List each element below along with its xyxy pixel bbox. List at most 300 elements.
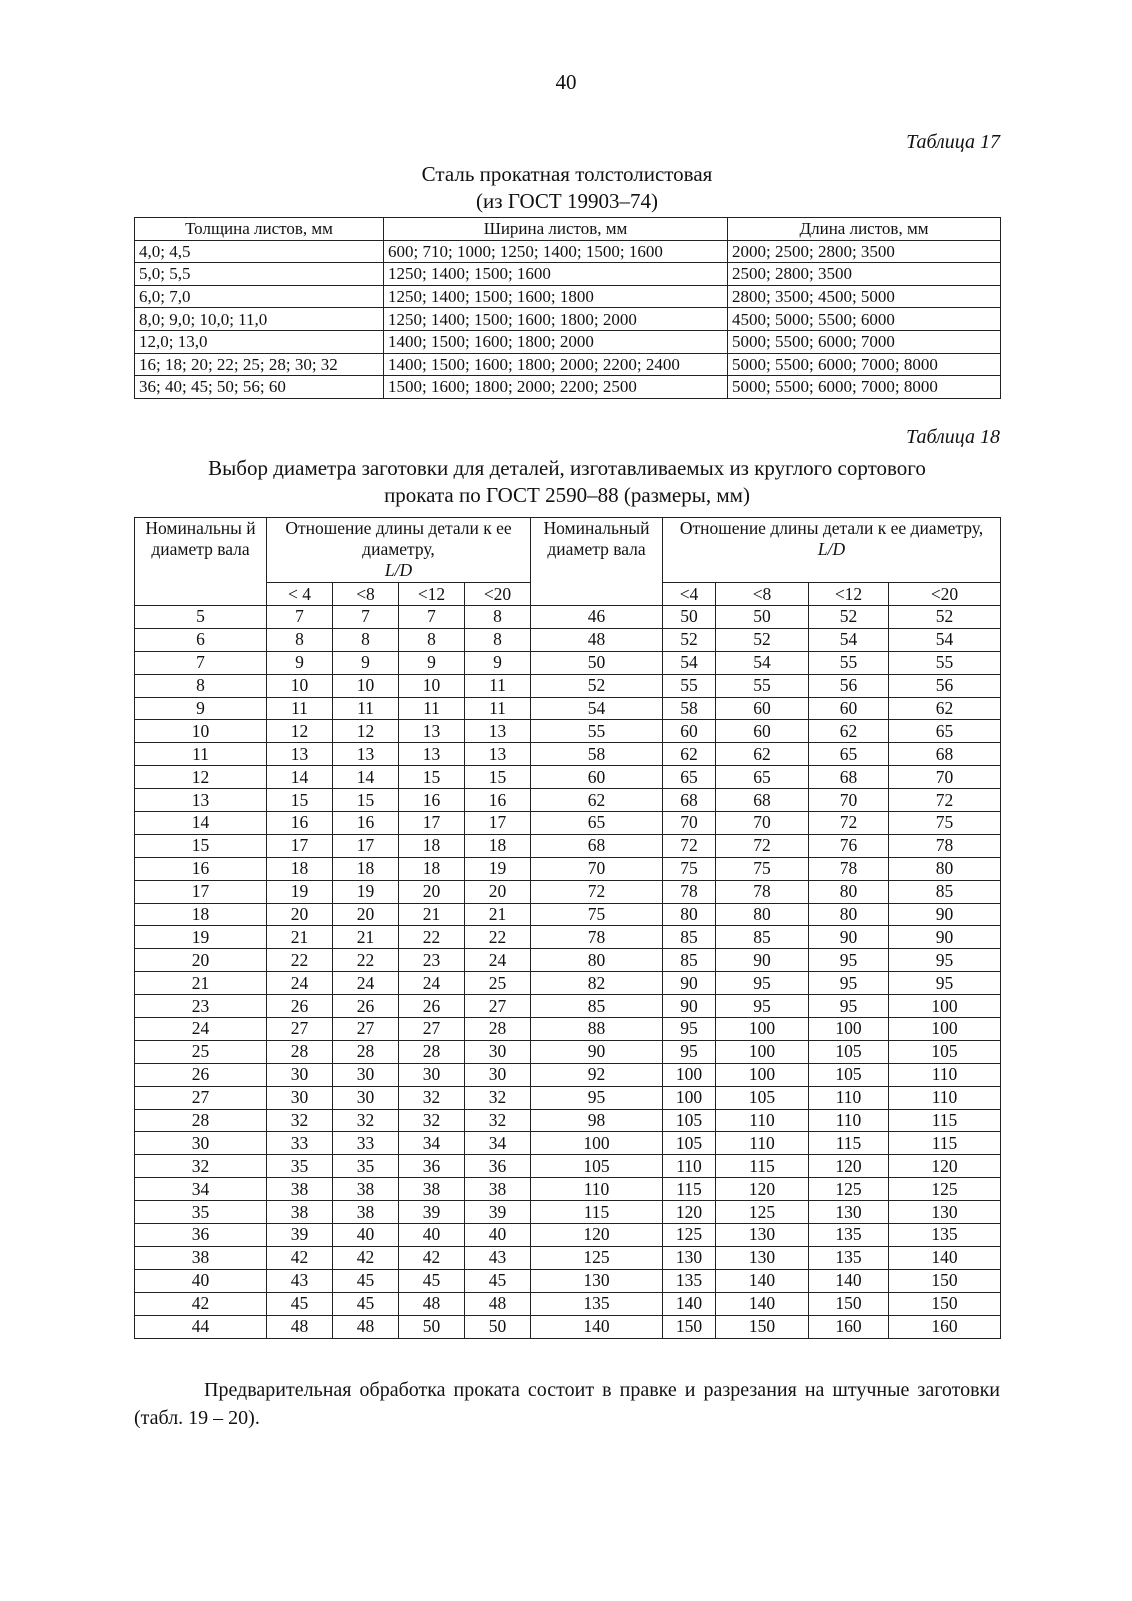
- table-cell: 48: [465, 1292, 531, 1315]
- table-cell: 90: [531, 1040, 663, 1063]
- table-cell: 35: [135, 1201, 267, 1224]
- header-ratio-left: [267, 518, 531, 583]
- table-row: [135, 1063, 1001, 1086]
- table-cell: 125: [663, 1224, 716, 1247]
- table-cell: 38: [135, 1246, 267, 1269]
- table-cell: 80: [716, 903, 809, 926]
- table-cell: 20: [135, 949, 267, 972]
- table-cell: 55: [531, 720, 663, 743]
- table-cell: 30: [465, 1063, 531, 1086]
- table-cell: 125: [889, 1178, 1001, 1201]
- table-cell: 30: [267, 1086, 333, 1109]
- table-cell: 72: [889, 789, 1001, 812]
- table-cell: 18: [333, 857, 399, 880]
- table-cell: 23: [399, 949, 465, 972]
- table-cell: 19: [465, 857, 531, 880]
- table-cell: 24: [399, 972, 465, 995]
- table-cell: 4500; 5000; 5500; 6000: [728, 308, 1001, 331]
- table-cell: 30: [267, 1063, 333, 1086]
- table-cell: 125: [716, 1201, 809, 1224]
- table-cell: 52: [531, 674, 663, 697]
- table-row: [135, 1292, 1001, 1315]
- table-cell: 100: [889, 995, 1001, 1018]
- table-cell: 42: [399, 1246, 465, 1269]
- table-cell: 39: [399, 1201, 465, 1224]
- table-cell: 60: [663, 720, 716, 743]
- table-cell: 135: [663, 1269, 716, 1292]
- table-cell: 24: [135, 1018, 267, 1041]
- table-cell: 2000; 2500; 2800; 3500: [728, 240, 1001, 263]
- table-cell: 17: [399, 812, 465, 835]
- table-cell: 45: [465, 1269, 531, 1292]
- page-number: 40: [555, 70, 577, 94]
- table-cell: 115: [889, 1109, 1001, 1132]
- table-cell: 15: [267, 789, 333, 812]
- table-row: [135, 1155, 1001, 1178]
- table-cell: 52: [663, 628, 716, 651]
- table-cell: 120: [716, 1178, 809, 1201]
- table-cell: 5: [135, 606, 267, 629]
- table-cell: 38: [399, 1178, 465, 1201]
- table-cell: 15: [465, 766, 531, 789]
- table-cell: 90: [809, 926, 889, 949]
- table-cell: 90: [663, 972, 716, 995]
- table-cell: 12,0; 13,0: [135, 330, 384, 353]
- table-cell: 25: [465, 972, 531, 995]
- table-cell: 55: [663, 674, 716, 697]
- table-cell: 1250; 1400; 1500; 1600; 1800; 2000: [384, 308, 728, 331]
- table-cell: 9: [333, 651, 399, 674]
- table-cell: 21: [333, 926, 399, 949]
- table-cell: 26: [135, 1063, 267, 1086]
- table-cell: 27: [465, 995, 531, 1018]
- table-cell: 22: [267, 949, 333, 972]
- table-cell: 38: [267, 1201, 333, 1224]
- table-cell: 60: [716, 697, 809, 720]
- table-cell: 34: [135, 1178, 267, 1201]
- table-cell: 34: [465, 1132, 531, 1155]
- table-cell: 36: [465, 1155, 531, 1178]
- table-cell: 78: [531, 926, 663, 949]
- table-cell: 16: [267, 812, 333, 835]
- table-cell: 95: [809, 972, 889, 995]
- table-cell: 75: [531, 903, 663, 926]
- table-cell: 140: [663, 1292, 716, 1315]
- table-cell: 70: [716, 812, 809, 835]
- table-cell: 40: [465, 1224, 531, 1247]
- table-cell: 65: [809, 743, 889, 766]
- table-row: [135, 995, 1001, 1018]
- table-cell: 10: [135, 720, 267, 743]
- table-cell: 100: [809, 1018, 889, 1041]
- table-cell: 14: [135, 812, 267, 835]
- table-cell: 30: [399, 1063, 465, 1086]
- table-cell: 75: [663, 857, 716, 880]
- table-cell: 15: [333, 789, 399, 812]
- table-cell: 110: [531, 1178, 663, 1201]
- table-cell: 36: [135, 1224, 267, 1247]
- table-cell: 95: [531, 1086, 663, 1109]
- table-cell: 68: [663, 789, 716, 812]
- table-cell: 38: [333, 1201, 399, 1224]
- subheader-left: <20: [465, 583, 531, 606]
- table-cell: 30: [135, 1132, 267, 1155]
- table-cell: 45: [399, 1269, 465, 1292]
- table-cell: 20: [267, 903, 333, 926]
- table-cell: 50: [399, 1315, 465, 1338]
- table-row: [135, 285, 1001, 308]
- table-cell: 38: [465, 1178, 531, 1201]
- table-cell: 85: [663, 949, 716, 972]
- subheader-right: <4: [663, 583, 716, 606]
- table-cell: 1400; 1500; 1600; 1800; 2000: [384, 330, 728, 353]
- table-cell: 78: [889, 834, 1001, 857]
- table-cell: 160: [889, 1315, 1001, 1338]
- table-cell: 150: [889, 1269, 1001, 1292]
- table-cell: 38: [333, 1178, 399, 1201]
- table-cell: 28: [465, 1018, 531, 1041]
- table-cell: 65: [531, 812, 663, 835]
- table-cell: 18: [135, 903, 267, 926]
- subheader-left: <8: [333, 583, 399, 606]
- table-cell: 10: [333, 674, 399, 697]
- table-cell: 19: [333, 880, 399, 903]
- table-cell: 1250; 1400; 1500; 1600; 1800: [384, 285, 728, 308]
- table-cell: 60: [716, 720, 809, 743]
- table-row: [135, 240, 1001, 263]
- table-cell: 78: [716, 880, 809, 903]
- table-cell: 140: [809, 1269, 889, 1292]
- table-cell: 8: [465, 628, 531, 651]
- table-cell: 85: [531, 995, 663, 1018]
- table-cell: 36: [399, 1155, 465, 1178]
- table-row: [135, 926, 1001, 949]
- table-cell: 65: [663, 766, 716, 789]
- header-ratio-left-text: Отношение длины детали к ее диаметру,: [285, 518, 512, 559]
- header-nominal-left: Номинальны й диаметр вала: [135, 518, 267, 606]
- table-cell: 130: [716, 1246, 809, 1269]
- table-cell: 130: [531, 1269, 663, 1292]
- table-cell: 70: [809, 789, 889, 812]
- table-cell: 7: [333, 606, 399, 629]
- table-cell: 10: [399, 674, 465, 697]
- table-cell: 120: [663, 1201, 716, 1224]
- table-cell: 105: [809, 1063, 889, 1086]
- table-row: [135, 949, 1001, 972]
- table-cell: 11: [465, 674, 531, 697]
- table-cell: 45: [333, 1292, 399, 1315]
- table18-title-line1: Выбор диаметра заготовки для деталей, изготавливаемых из круглого сортового: [208, 456, 926, 480]
- table-cell: 14: [333, 766, 399, 789]
- table-cell: 32: [399, 1109, 465, 1132]
- table-cell: 40: [333, 1224, 399, 1247]
- table-cell: 52: [809, 606, 889, 629]
- table-cell: 11: [465, 697, 531, 720]
- table-cell: 120: [809, 1155, 889, 1178]
- table-cell: 88: [531, 1018, 663, 1041]
- table-cell: 105: [809, 1040, 889, 1063]
- table-cell: 95: [809, 949, 889, 972]
- table-row: [135, 1040, 1001, 1063]
- table-row: [135, 1201, 1001, 1224]
- table-cell: 100: [663, 1063, 716, 1086]
- table-cell: 17: [267, 834, 333, 857]
- table-cell: 30: [465, 1040, 531, 1063]
- header-ratio-right-text: Отношение длины детали к ее диаметру,: [679, 518, 984, 538]
- table-cell: 17: [465, 812, 531, 835]
- table-cell: 9: [267, 651, 333, 674]
- table18-label: Таблица 18: [906, 426, 1000, 448]
- table-row: [135, 1246, 1001, 1269]
- table-cell: 16: [135, 857, 267, 880]
- table-cell: 4,0; 4,5: [135, 240, 384, 263]
- table-cell: 39: [465, 1201, 531, 1224]
- table-cell: 12: [333, 720, 399, 743]
- table-cell: 140: [716, 1292, 809, 1315]
- table-cell: 100: [889, 1018, 1001, 1041]
- table-cell: 5000; 5500; 6000; 7000: [728, 330, 1001, 353]
- table-cell: 68: [531, 834, 663, 857]
- table-cell: 11: [135, 743, 267, 766]
- table-cell: 85: [889, 880, 1001, 903]
- table-cell: 5000; 5500; 6000; 7000; 8000: [728, 376, 1001, 399]
- table-cell: 90: [889, 903, 1001, 926]
- table17-title-line2: (из ГОСТ 19903–74): [476, 189, 658, 213]
- subheader-left: < 4: [267, 583, 333, 606]
- table-cell: 95: [716, 995, 809, 1018]
- table-row: [135, 1086, 1001, 1109]
- table-cell: 18: [465, 834, 531, 857]
- table-cell: 8,0; 9,0; 10,0; 11,0: [135, 308, 384, 331]
- table-cell: 95: [809, 995, 889, 1018]
- table18-header-row: [135, 518, 1001, 583]
- table-cell: 9: [465, 651, 531, 674]
- table-cell: 78: [663, 880, 716, 903]
- table-cell: 15: [399, 766, 465, 789]
- table-cell: 115: [531, 1201, 663, 1224]
- table-cell: 58: [531, 743, 663, 766]
- table-cell: 48: [399, 1292, 465, 1315]
- table-cell: 5000; 5500; 6000; 7000; 8000: [728, 353, 1001, 376]
- table-cell: 45: [333, 1269, 399, 1292]
- table-cell: 125: [531, 1246, 663, 1269]
- table-cell: 33: [333, 1132, 399, 1155]
- table-cell: 72: [716, 834, 809, 857]
- table-cell: 100: [716, 1063, 809, 1086]
- table-cell: 76: [809, 834, 889, 857]
- table-row: [135, 1269, 1001, 1292]
- table-cell: 62: [809, 720, 889, 743]
- table17-label: Таблица 17: [906, 131, 1000, 153]
- table-cell: 92: [531, 1063, 663, 1086]
- table-cell: 56: [809, 674, 889, 697]
- table-row: [135, 743, 1001, 766]
- table-cell: 24: [465, 949, 531, 972]
- table-row: [135, 812, 1001, 835]
- table-cell: 27: [135, 1086, 267, 1109]
- table-cell: 115: [716, 1155, 809, 1178]
- table-cell: 140: [716, 1269, 809, 1292]
- table-cell: 68: [716, 789, 809, 812]
- table-cell: 70: [663, 812, 716, 835]
- table-row: [135, 308, 1001, 331]
- table-cell: 65: [716, 766, 809, 789]
- table-cell: 110: [809, 1109, 889, 1132]
- table-cell: 65: [889, 720, 1001, 743]
- table-cell: 32: [267, 1109, 333, 1132]
- table-cell: 13: [135, 789, 267, 812]
- table-cell: 105: [531, 1155, 663, 1178]
- table-cell: 35: [333, 1155, 399, 1178]
- table-cell: 14: [267, 766, 333, 789]
- table-cell: 75: [716, 857, 809, 880]
- table-cell: 2800; 3500; 4500; 5000: [728, 285, 1001, 308]
- table-cell: 60: [809, 697, 889, 720]
- table-cell: 62: [663, 743, 716, 766]
- table-cell: 28: [267, 1040, 333, 1063]
- table-cell: 42: [333, 1246, 399, 1269]
- table-cell: 85: [716, 926, 809, 949]
- table-cell: 32: [135, 1155, 267, 1178]
- table-row: [135, 674, 1001, 697]
- table-cell: 6,0; 7,0: [135, 285, 384, 308]
- table-cell: 9: [135, 697, 267, 720]
- table-cell: 90: [716, 949, 809, 972]
- table-cell: 105: [663, 1109, 716, 1132]
- table-cell: 130: [663, 1246, 716, 1269]
- table-cell: 48: [267, 1315, 333, 1338]
- table-cell: 26: [333, 995, 399, 1018]
- table-row: [135, 880, 1001, 903]
- table-cell: 80: [809, 903, 889, 926]
- table-row: [135, 1109, 1001, 1132]
- table-cell: 7: [399, 606, 465, 629]
- table-cell: 105: [889, 1040, 1001, 1063]
- table-cell: 40: [135, 1269, 267, 1292]
- table-cell: 25: [135, 1040, 267, 1063]
- header-nominal-right: Номинальный диаметр вала: [531, 518, 663, 606]
- table-cell: 22: [465, 926, 531, 949]
- table-cell: 13: [465, 743, 531, 766]
- table-cell: 20: [465, 880, 531, 903]
- table-cell: 56: [889, 674, 1001, 697]
- table-cell: 26: [399, 995, 465, 1018]
- table-cell: 42: [267, 1246, 333, 1269]
- table-cell: 1400; 1500; 1600; 1800; 2000; 2200; 2400: [384, 353, 728, 376]
- table17-header-cell: Ширина листов, мм: [384, 218, 728, 241]
- table-cell: 90: [663, 995, 716, 1018]
- table-row: [135, 651, 1001, 674]
- table-cell: 16: [399, 789, 465, 812]
- table-cell: 90: [889, 926, 1001, 949]
- header-ratio-right: [663, 518, 1001, 583]
- table-cell: 21: [399, 903, 465, 926]
- table-cell: 30: [333, 1063, 399, 1086]
- table-cell: 8: [267, 628, 333, 651]
- table-cell: 9: [399, 651, 465, 674]
- table-cell: 18: [399, 857, 465, 880]
- table-cell: 8: [399, 628, 465, 651]
- table18: [134, 517, 1001, 1339]
- table-cell: 110: [663, 1155, 716, 1178]
- table-cell: 2500; 2800; 3500: [728, 263, 1001, 286]
- table-cell: 7: [267, 606, 333, 629]
- table-cell: 8: [135, 674, 267, 697]
- table-cell: 23: [135, 995, 267, 1018]
- table-cell: 150: [809, 1292, 889, 1315]
- table-cell: 19: [267, 880, 333, 903]
- table-cell: 95: [663, 1040, 716, 1063]
- table-cell: 30: [333, 1086, 399, 1109]
- table-cell: 135: [531, 1292, 663, 1315]
- table-cell: 110: [716, 1109, 809, 1132]
- table-cell: 140: [531, 1315, 663, 1338]
- table18-body: [135, 518, 1001, 1339]
- table-cell: 10: [267, 674, 333, 697]
- table-row: [135, 834, 1001, 857]
- table-cell: 19: [135, 926, 267, 949]
- table-cell: 21: [465, 903, 531, 926]
- table-row: [135, 376, 1001, 399]
- table-cell: 80: [889, 857, 1001, 880]
- table-cell: 35: [267, 1155, 333, 1178]
- table-row: [135, 697, 1001, 720]
- table-cell: 130: [716, 1224, 809, 1247]
- table-cell: 50: [465, 1315, 531, 1338]
- table-row: [135, 1224, 1001, 1247]
- subheader-right: <20: [889, 583, 1001, 606]
- subheader-right: <12: [809, 583, 889, 606]
- table-cell: 32: [465, 1086, 531, 1109]
- table-cell: 62: [889, 697, 1001, 720]
- table-row: [135, 903, 1001, 926]
- table-cell: 50: [531, 651, 663, 674]
- table-cell: 62: [716, 743, 809, 766]
- table-cell: 16; 18; 20; 22; 25; 28; 30; 32: [135, 353, 384, 376]
- table-cell: 34: [399, 1132, 465, 1155]
- table-cell: 105: [716, 1086, 809, 1109]
- table-cell: 12: [267, 720, 333, 743]
- table-row: [135, 766, 1001, 789]
- table-cell: 45: [267, 1292, 333, 1315]
- table-cell: 115: [809, 1132, 889, 1155]
- table-cell: 27: [399, 1018, 465, 1041]
- table-cell: 36; 40; 45; 50; 56; 60: [135, 376, 384, 399]
- table-cell: 55: [809, 651, 889, 674]
- table-cell: 12: [135, 766, 267, 789]
- table-cell: 20: [399, 880, 465, 903]
- table-cell: 32: [399, 1086, 465, 1109]
- table-cell: 1500; 1600; 1800; 2000; 2200; 2500: [384, 376, 728, 399]
- table-row: [135, 353, 1001, 376]
- table-cell: 18: [399, 834, 465, 857]
- table-cell: 28: [135, 1109, 267, 1132]
- table-cell: 26: [267, 995, 333, 1018]
- table18-title-line2: проката по ГОСТ 2590–88 (размеры, мм): [384, 483, 750, 507]
- table-row: [135, 1018, 1001, 1041]
- table-cell: 58: [663, 697, 716, 720]
- table-row: [135, 628, 1001, 651]
- table-cell: 44: [135, 1315, 267, 1338]
- table17: [134, 217, 1001, 399]
- table-cell: 130: [889, 1201, 1001, 1224]
- table-cell: 85: [663, 926, 716, 949]
- table-cell: 72: [809, 812, 889, 835]
- table-cell: 120: [889, 1155, 1001, 1178]
- table-cell: 16: [333, 812, 399, 835]
- table-cell: 15: [135, 834, 267, 857]
- table-cell: 27: [333, 1018, 399, 1041]
